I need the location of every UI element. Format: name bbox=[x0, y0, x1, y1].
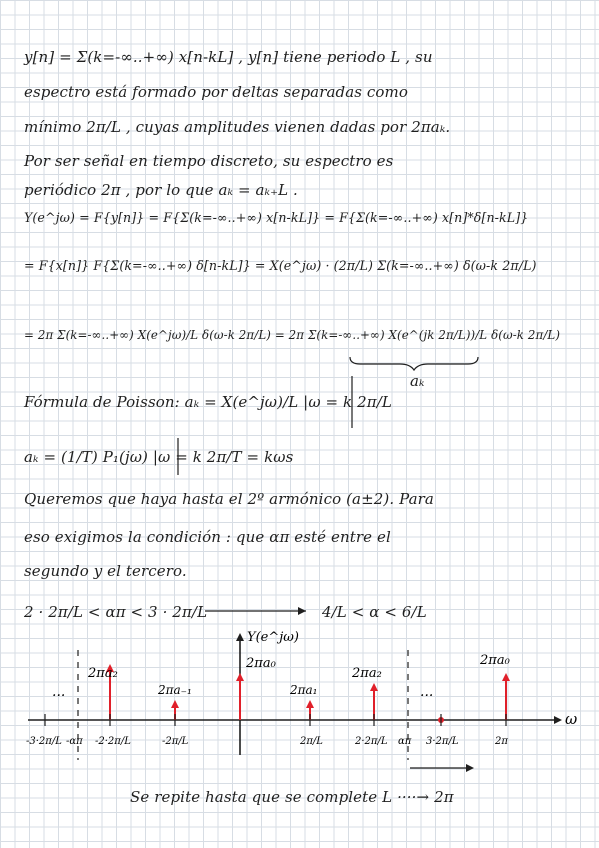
y-axis-arrow bbox=[236, 633, 244, 641]
line-2: espectro está formado por deltas separadas como bbox=[24, 83, 408, 101]
impulse-label-2: 2πa₋₁ bbox=[158, 683, 192, 697]
tick-neg2: -2·2π/L bbox=[95, 736, 131, 747]
omega-axis-arrow bbox=[554, 716, 562, 724]
y-axis-label: Y(e^jω) bbox=[247, 630, 299, 645]
impulse-label-4: 2πa₁ bbox=[290, 683, 318, 697]
ellipsis-right: ... bbox=[420, 684, 434, 700]
tick-neg3: -3·2π/L bbox=[26, 736, 62, 747]
line-8: = 2π Σ(k=-∞..+∞) X(e^jω)/L δ(ω-k 2π/L) = 2π Σ(k=-∞..+∞) X(e^(jk 2π/L))/L δ(ω-k 2π/L) bbox=[24, 328, 561, 342]
tick-neg-alpha-pi: -απ bbox=[66, 736, 83, 747]
ellipsis-left: ... bbox=[52, 684, 66, 700]
line-14-result: 4/L < α < 6/L bbox=[322, 603, 427, 621]
line-3: mínimo 2π/L , cuyas amplitudes vienen dadas por 2πaₖ. bbox=[24, 118, 451, 136]
line-6: Y(e^jω) = F{y[n]} = F{Σ(k=-∞..+∞) x[n-kL]} = F{Σ(k=-∞..+∞) x[n]*δ[n-kL]} bbox=[24, 210, 529, 225]
impulse-label-3: 2πa₀ bbox=[246, 656, 276, 671]
tick-2pi: 2π bbox=[495, 736, 508, 747]
line-14-inequality: 2 · 2π/L < απ < 3 · 2π/L bbox=[24, 603, 208, 621]
line-11: Queremos que haya hasta el 2º armónico (a±2). Para bbox=[24, 490, 434, 508]
line-8-brace-label: aₖ bbox=[410, 372, 425, 390]
line-7: = F{x[n]} F{Σ(k=-∞..+∞) δ[n-kL]} = X(e^jω) · (2π/L) Σ(k=-∞..+∞) δ(ω-k 2π/L) bbox=[24, 258, 537, 273]
tick-pos1: 2π/L bbox=[300, 736, 323, 747]
impulse-label-5: 2πa₂ bbox=[352, 666, 382, 681]
implies-arrow-head bbox=[298, 607, 306, 615]
footer-note: Se repite hasta que se complete L ····→ 2π bbox=[130, 788, 454, 806]
tick-alpha-pi: απ bbox=[398, 736, 412, 747]
line-13: segundo y el tercero. bbox=[24, 562, 187, 580]
impulse-label-6: 2πa₀ bbox=[480, 653, 510, 668]
repeat-arrow-head bbox=[466, 764, 474, 772]
line-12: eso exigimos la condición : que απ esté entre el bbox=[24, 528, 391, 546]
tick-neg1: -2π/L bbox=[162, 736, 189, 747]
tick-pos2: 2·2π/L bbox=[355, 736, 388, 747]
impulse-label-1: 2πa₂ bbox=[88, 666, 118, 681]
line-5: periódico 2π , por lo que aₖ = aₖ₊L . bbox=[24, 181, 298, 199]
omega-axis-label: ω bbox=[565, 710, 578, 728]
line-10: aₖ = (1/T) P₁(jω) |ω = k 2π/T = kωs bbox=[24, 448, 294, 466]
line-9: Fórmula de Poisson: aₖ = X(e^jω)/L |ω = k 2π/L bbox=[24, 393, 392, 411]
line-4: Por ser señal en tiempo discreto, su espectro es bbox=[24, 152, 394, 170]
tick-pos3: 3·2π/L bbox=[426, 736, 459, 747]
line-1: y[n] = Σ(k=-∞..+∞) x[n-kL] , y[n] tiene periodo L , su bbox=[24, 48, 433, 66]
underbrace bbox=[350, 357, 478, 370]
